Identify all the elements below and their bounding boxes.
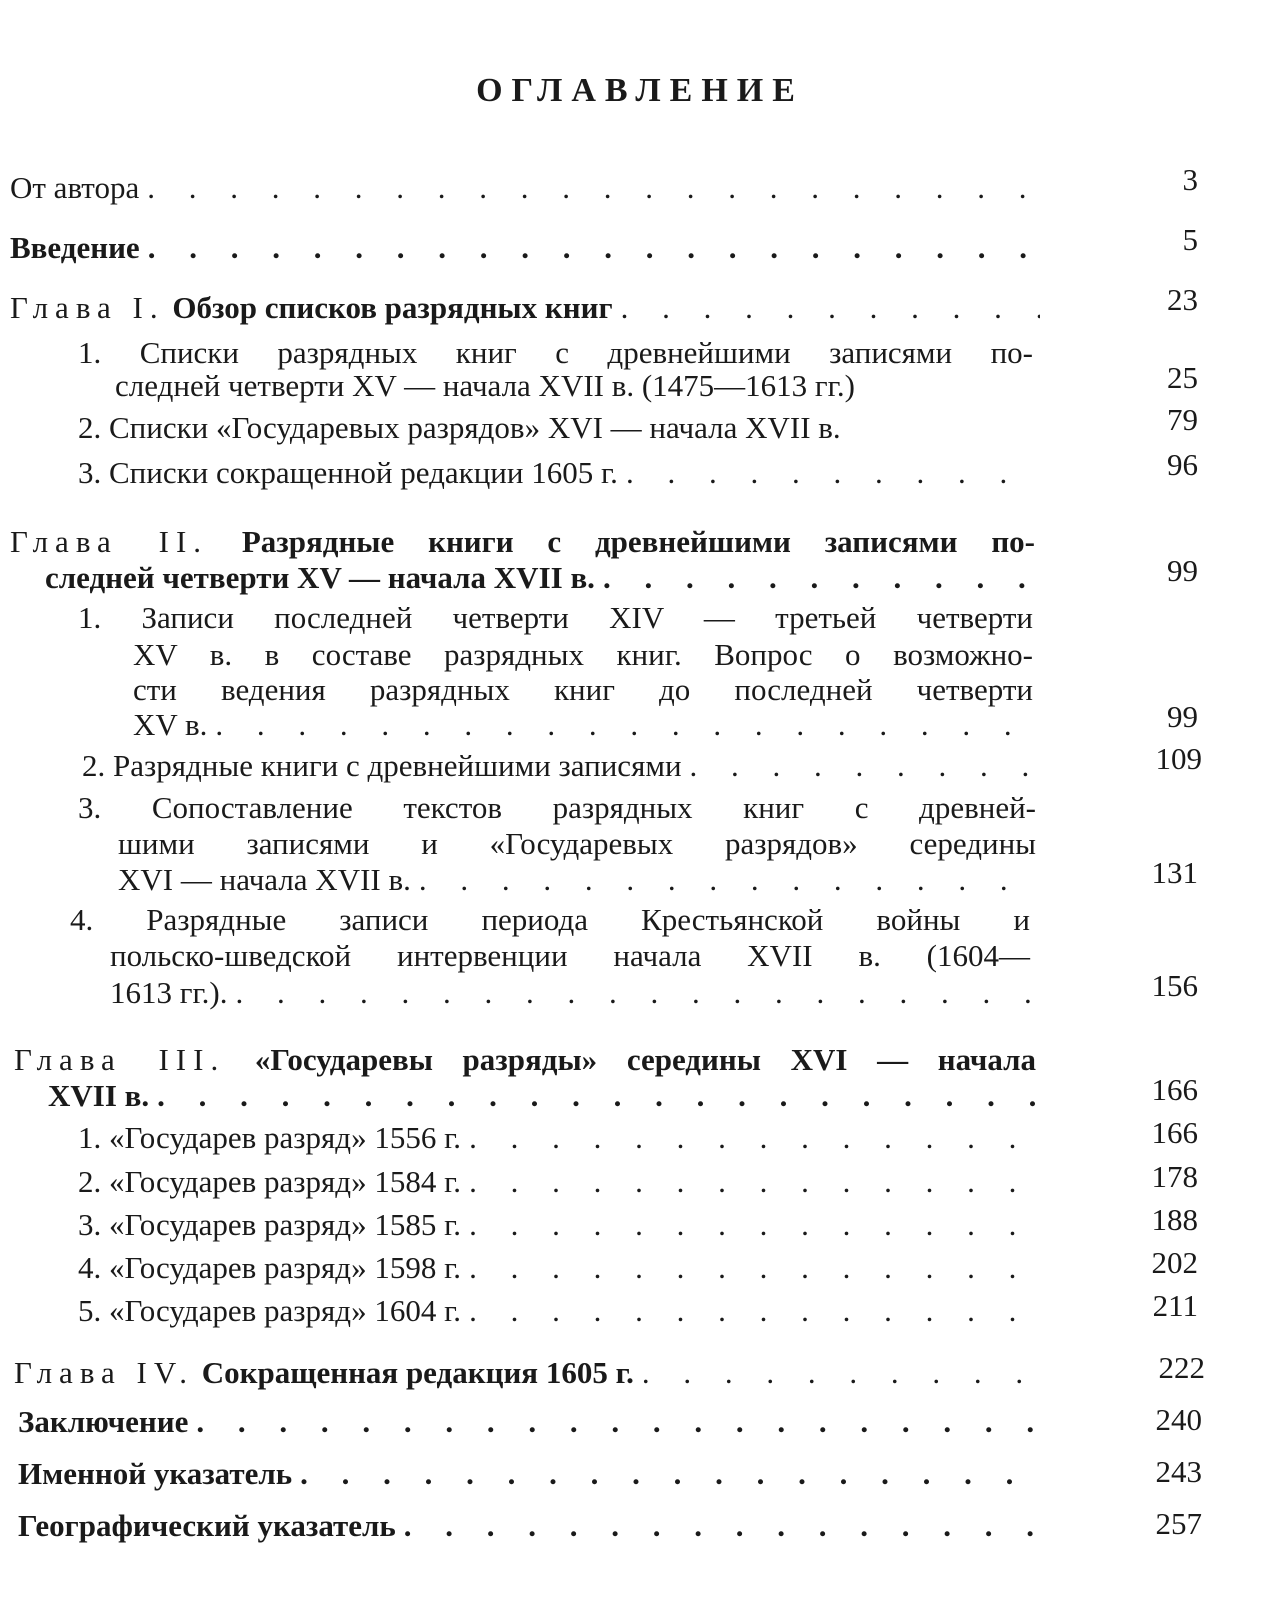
leader-dots xyxy=(469,1207,1038,1243)
toc-page-number: 109 xyxy=(1155,741,1202,776)
toc-chapter-1[interactable] xyxy=(10,290,1040,326)
toc-section-1-2[interactable] xyxy=(78,410,1038,446)
chapter-title: следней четверти XV — начала XVII в. xyxy=(45,560,595,595)
toc-page-number: 131 xyxy=(1151,855,1198,890)
toc-entry-name-index[interactable] xyxy=(18,1456,1040,1492)
toc-label: 4. «Государев разряд» 1598 г. xyxy=(78,1250,462,1285)
toc-page-number: 96 xyxy=(1167,447,1198,482)
chapter-title: «Государевы разряды» середины XVI — начала xyxy=(254,1042,1037,1077)
toc-label: 3. Сопоставление текстов разрядных книг с древней- xyxy=(78,790,1036,825)
chapter-title: XVII в. xyxy=(48,1078,150,1113)
toc-entry-intro[interactable] xyxy=(10,230,1040,266)
toc-label: XVI — начала XVII в. xyxy=(118,862,411,897)
toc-section-2-2[interactable] xyxy=(82,748,1040,784)
toc-section-1-3[interactable] xyxy=(78,455,1038,491)
toc-label: польско-шведской интервенции начала XVII в. (1604— xyxy=(110,938,1030,973)
leader-dots xyxy=(147,170,1040,206)
toc-label: Географический указатель xyxy=(18,1508,396,1543)
toc-label: 2. Списки «Государевых разрядов» XVI — начала XVII в. xyxy=(78,410,841,445)
leader-dots xyxy=(196,1404,1040,1440)
leader-dots xyxy=(621,290,1040,326)
toc-label: От автора xyxy=(10,170,140,205)
toc-chapter-4[interactable] xyxy=(14,1355,1040,1391)
leader-dots xyxy=(236,975,1035,1011)
toc-section-3-3[interactable] xyxy=(78,1207,1038,1243)
toc-label: 2. «Государев разряд» 1584 г. xyxy=(78,1164,462,1199)
leader-dots xyxy=(215,707,1038,743)
toc-page-number: 178 xyxy=(1151,1159,1198,1194)
toc-label: 1613 гг.). xyxy=(110,975,228,1010)
toc-page-number: 243 xyxy=(1155,1454,1202,1489)
toc-section-2-3[interactable] xyxy=(78,790,1036,826)
toc-section-2-4[interactable] xyxy=(70,902,1030,938)
toc-section-2-1-cont xyxy=(133,672,1033,708)
toc-page-number: 211 xyxy=(1152,1288,1198,1323)
toc-label: XV в. xyxy=(133,707,208,742)
toc-label: следней четверти XV — начала XVII в. (1475—1613 гг.) xyxy=(115,368,855,403)
page-title: ОГЛАВЛЕНИЕ xyxy=(476,72,804,109)
chapter-prefix: Глава IV. xyxy=(14,1355,195,1390)
leader-dots xyxy=(404,1508,1040,1544)
leader-dots xyxy=(603,560,1035,596)
chapter-prefix: Глава III. xyxy=(14,1042,226,1077)
toc-page-number: 25 xyxy=(1167,360,1198,395)
toc-label: 1. Записи последней четверти XIV — третьей четверти xyxy=(78,600,1033,635)
toc-section-2-4-cont xyxy=(110,975,1035,1011)
leader-dots xyxy=(469,1250,1038,1286)
toc-page-number: 3 xyxy=(1182,162,1198,197)
chapter-title: Разрядные книги с древнейшими записями по- xyxy=(241,524,1036,559)
toc-entry-geo-index[interactable] xyxy=(18,1508,1040,1544)
toc-section-2-1[interactable] xyxy=(78,600,1033,636)
toc-label: сти ведения разрядных книг до последней четверти xyxy=(133,672,1033,707)
toc-section-2-4-cont xyxy=(110,938,1030,974)
toc-page-number: 99 xyxy=(1167,699,1198,734)
toc-label: XV в. в составе разрядных книг. Вопрос о возможно- xyxy=(133,637,1033,672)
leader-dots xyxy=(148,230,1040,266)
toc-page-number: 5 xyxy=(1182,222,1198,257)
toc-page-number: 166 xyxy=(1151,1072,1198,1107)
leader-dots xyxy=(469,1120,1038,1156)
toc-label: Именной указатель xyxy=(18,1456,293,1491)
toc-chapter-3[interactable] xyxy=(14,1042,1036,1078)
chapter-prefix: Глава I. xyxy=(10,290,165,325)
toc-page-number: 188 xyxy=(1151,1202,1198,1237)
toc-label: шими записями и «Государевых разрядов» середины xyxy=(118,826,1036,861)
toc-chapter-2-cont xyxy=(45,560,1035,596)
toc-entry-conclusion[interactable] xyxy=(18,1404,1040,1440)
toc-label: 2. Разрядные книги с древнейшими записями xyxy=(82,748,682,783)
toc-section-3-1[interactable] xyxy=(78,1120,1038,1156)
toc-section-2-3-cont xyxy=(118,826,1036,862)
toc-label: 3. «Государев разряд» 1585 г. xyxy=(78,1207,462,1242)
leader-dots xyxy=(626,455,1038,491)
toc-label: Введение xyxy=(10,230,140,265)
toc-chapter-2[interactable] xyxy=(10,524,1035,560)
chapter-title: Обзор списков разрядных книг xyxy=(172,290,613,325)
leader-dots xyxy=(300,1456,1040,1492)
toc-page-number: 79 xyxy=(1167,402,1198,437)
leader-dots xyxy=(419,862,1038,898)
toc-entry-from-author[interactable] xyxy=(10,170,1040,206)
toc-label: 1. «Государев разряд» 1556 г. xyxy=(78,1120,462,1155)
toc-label: 4. Разрядные записи периода Крестьянской войны и xyxy=(70,902,1030,937)
toc-section-3-4[interactable] xyxy=(78,1250,1038,1286)
toc-section-2-3-cont xyxy=(118,862,1038,898)
toc-section-1-1-cont xyxy=(115,368,1035,404)
toc-page-number: 257 xyxy=(1155,1506,1202,1541)
toc-page-number: 23 xyxy=(1167,282,1198,317)
toc-section-2-1-cont xyxy=(133,707,1038,743)
toc-page-number: 202 xyxy=(1151,1245,1198,1280)
toc-page-number: 156 xyxy=(1151,968,1198,1003)
toc-page-number: 166 xyxy=(1151,1115,1198,1150)
toc-section-1-1[interactable] xyxy=(78,335,1033,371)
toc-label: 3. Списки сокращенной редакции 1605 г. xyxy=(78,455,618,490)
toc-page-number: 240 xyxy=(1155,1402,1202,1437)
toc-section-2-1-cont xyxy=(133,637,1033,673)
toc-page-number: 99 xyxy=(1167,553,1198,588)
toc-section-3-5[interactable] xyxy=(78,1293,1038,1329)
chapter-title: Сокращенная редакция 1605 г. xyxy=(201,1355,634,1390)
toc-page-number: 222 xyxy=(1158,1350,1205,1385)
leader-dots xyxy=(157,1078,1038,1114)
toc-label: Заключение xyxy=(18,1404,189,1439)
leader-dots xyxy=(690,748,1040,784)
toc-section-3-2[interactable] xyxy=(78,1164,1038,1200)
toc-label: 5. «Государев разряд» 1604 г. xyxy=(78,1293,462,1328)
toc-chapter-3-cont xyxy=(48,1078,1038,1114)
leader-dots xyxy=(469,1293,1038,1329)
toc-label: 1. Списки разрядных книг с древнейшими записями по- xyxy=(78,335,1033,370)
leader-dots xyxy=(469,1164,1038,1200)
chapter-prefix: Глава II. xyxy=(10,524,209,559)
leader-dots xyxy=(642,1355,1040,1391)
